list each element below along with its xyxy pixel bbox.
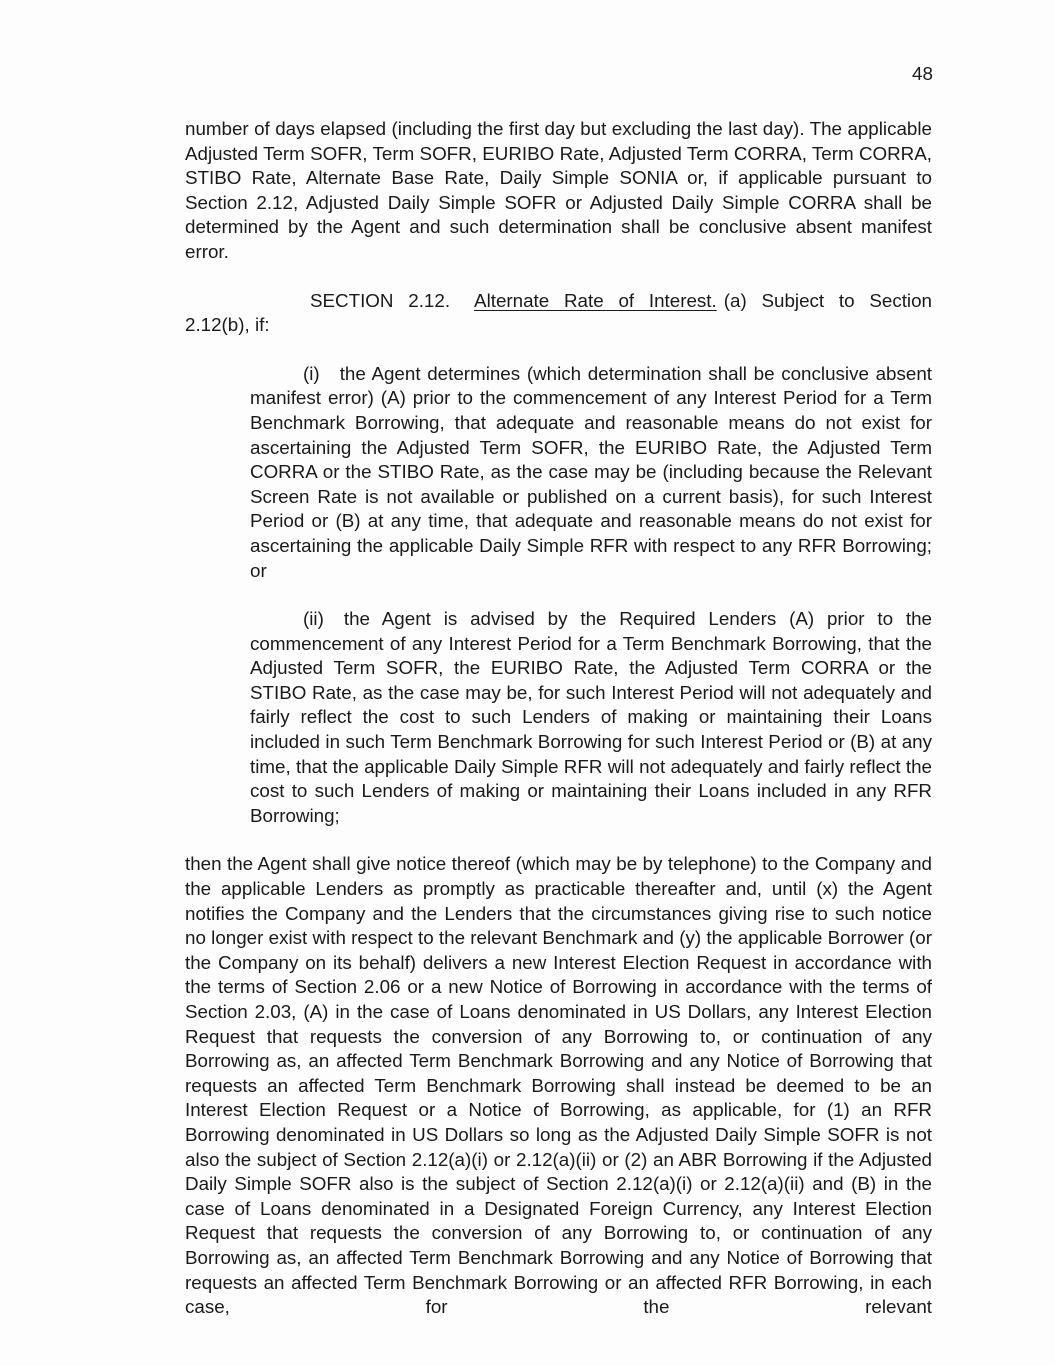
clause-ii-text: the Agent is advised by the Required Lenders (A) prior to the commencement of any Interest Period for a Term Benchmark Borrowing, that the Adjusted Term SOFR, the EURIBO Rate, the Adjusted Term CORRA or the STIBO Rate, as the case may be, for such Interest Period will not adequately and fairly reflect the cost to such Lenders of making or maintaining their Loans included in such Term Benchmark Borrowing for such Interest Period or (B) at any time, that the applicable Daily Simple RFR will not adequately and fairly reflect the cost to such Lenders of making or maintaining their Loans included in any RFR Borrowing; — [250, 608, 932, 826]
section-title: Alternate Rate of Interest. — [474, 289, 717, 311]
paragraph-closing: then the Agent shall give notice thereof (which may be by telephone) to the Company and the applicable Lenders as promptly as practicable thereafter and, until (x) the Agent notifies the Company and the Lenders that the circumstances giving rise to such notice no longer exist with respect to the relevant Benchmark and (y) the applicable Borrower (or the Company on its behalf) delivers a new Interest Election Request in accordance with the terms of Section 2.06 or a new Notice of Borrowing in accordance with the terms of Section 2.03, (A) in the case of Loans denominated in US Dollars, any Interest Election Request that requests the conversion of any Borrowing to, or continuation of any Borrowing as, an affected Term Benchmark Borrowing and any Notice of Borrowing that requests an affected Term Benchmark Borrowing shall instead be deemed to be an Interest Election Request or a Notice of Borrowing, as applicable, for (1) an RFR Borrowing denominated in US Dollars so long as the Adjusted Daily Simple SOFR is not also the subject of Section 2.12(a)(i) or 2.12(a)(ii) or (2) an ABR Borrowing if the Adjusted Daily Simple SOFR also is the subject of Section 2.12(a)(i) or 2.12(a)(ii) and (B) in the case of Loans denominated in a Designated Foreign Currency, any Interest Election Request that requests the conversion of any Borrowing to, or continuation of any Borrowing as, an affected Term Benchmark Borrowing and any Notice of Borrowing that requests an affected Term Benchmark Borrowing or an affected RFR Borrowing, in each case, for the relevant — [185, 853, 932, 1318]
paragraph-continuation: number of days elapsed (including the first day but excluding the last day). The applicable Adjusted Term SOFR, Term SOFR, EURIBO Rate, Adjusted Term CORRA, Term CORRA, STIBO Rate, Alternate Base Rate, Daily Simple SONIA or, if applicable pursuant to Section 2.12, Adjusted Daily Simple SOFR or Adjusted Daily Simple CORRA shall be determined by the Agent and such determination shall be conclusive absent manifest error. — [185, 118, 932, 262]
section-heading — [185, 289, 932, 338]
section-number-label: SECTION 2.12. — [310, 289, 451, 311]
section-heading-rest: (a) Subject to Section 2.12(b), if: — [185, 289, 932, 336]
clause-ii-paragraph — [250, 607, 932, 828]
clause-i-paragraph — [250, 362, 932, 583]
clause-i-text: the Agent determines (which determination shall be conclusive absent manifest error) (A) prior to the commencement of any Interest Period for a Term Benchmark Borrowing, that adequate and reasonable means do not exist for ascertaining the Adjusted Term SOFR, the EURIBO Rate, the Adjusted Term CORRA or the STIBO Rate, as the case may be (including because the Relevant Screen Rate is not available or published on a current basis), for such Interest Period or (B) at any time, that adequate and reasonable means do not exist for ascertaining the applicable Daily Simple RFR with respect to any RFR Borrowing; or — [250, 362, 932, 581]
clause-i-label: (i) — [303, 362, 320, 384]
page-content — [185, 117, 932, 1320]
page-number: 48 — [912, 63, 933, 84]
clause-ii-label: (ii) — [303, 608, 324, 630]
